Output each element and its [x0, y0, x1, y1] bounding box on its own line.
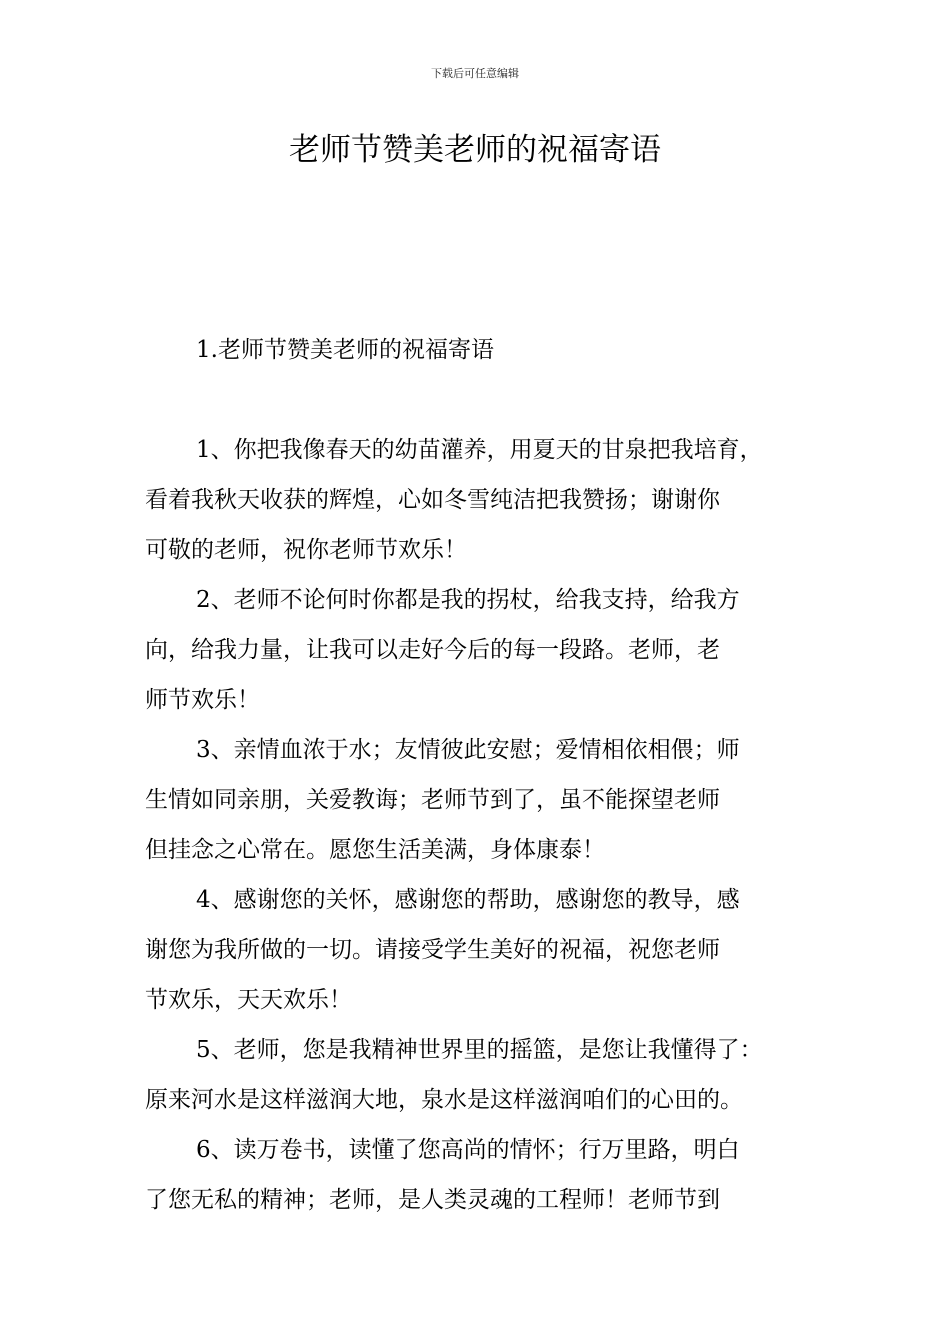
paragraph-line: 看着我秋天收获的辉煌，心如冬雪纯洁把我赞扬；谢谢你 [145, 487, 720, 513]
paragraph-line: 3、亲情血浓于水；友情彼此安慰；爱情相依相偎；师 [196, 737, 740, 763]
paragraph-3 [145, 725, 835, 875]
document-title: 老师节赞美老师的祝福寄语 [289, 132, 661, 168]
paragraph-line: 谢您为我所做的一切。请接受学生美好的祝福，祝您老师 [145, 937, 720, 963]
header-note: 下载后可任意编辑 [431, 67, 519, 80]
paragraph-line: 节欢乐，天天欢乐！ [145, 987, 352, 1013]
paragraph-5 [145, 1025, 835, 1125]
paragraph-line: 但挂念之心常在。愿您生活美满，身体康泰！ [145, 837, 605, 863]
paragraph-line: 6、读万卷书，读懂了您高尚的情怀；行万里路，明白 [196, 1137, 740, 1163]
paragraph-line: 5、老师，您是我精神世界里的摇篮，是您让我懂得了： [196, 1037, 763, 1063]
paragraph-line: 4、感谢您的关怀，感谢您的帮助，感谢您的教导，感 [196, 887, 740, 913]
paragraph-line: 可敬的老师，祝你老师节欢乐！ [145, 537, 467, 563]
paragraph-6 [145, 1125, 835, 1225]
section-heading: 1.老师节赞美老师的祝福寄语 [196, 337, 494, 363]
paragraph-line: 2、老师不论何时你都是我的拐杖，给我支持，给我方 [196, 587, 740, 613]
paragraph-line: 师节欢乐！ [145, 687, 260, 713]
paragraph-line: 了您无私的精神；老师，是人类灵魂的工程师！老师节到 [145, 1187, 720, 1213]
paragraph-line: 1、你把我像春天的幼苗灌养，用夏天的甘泉把我培育， [196, 437, 763, 463]
paragraph-line: 原来河水是这样滋润大地，泉水是这样滋润咱们的心田的。 [145, 1087, 743, 1113]
paragraph-4 [145, 875, 835, 1025]
paragraph-2 [145, 575, 835, 725]
body-text [145, 425, 835, 1225]
paragraph-line: 生情如同亲朋，关爱教诲；老师节到了，虽不能探望老师 [145, 787, 720, 813]
paragraph-line: 向，给我力量，让我可以走好今后的每一段路。老师，老 [145, 637, 720, 663]
paragraph-1 [145, 425, 835, 575]
